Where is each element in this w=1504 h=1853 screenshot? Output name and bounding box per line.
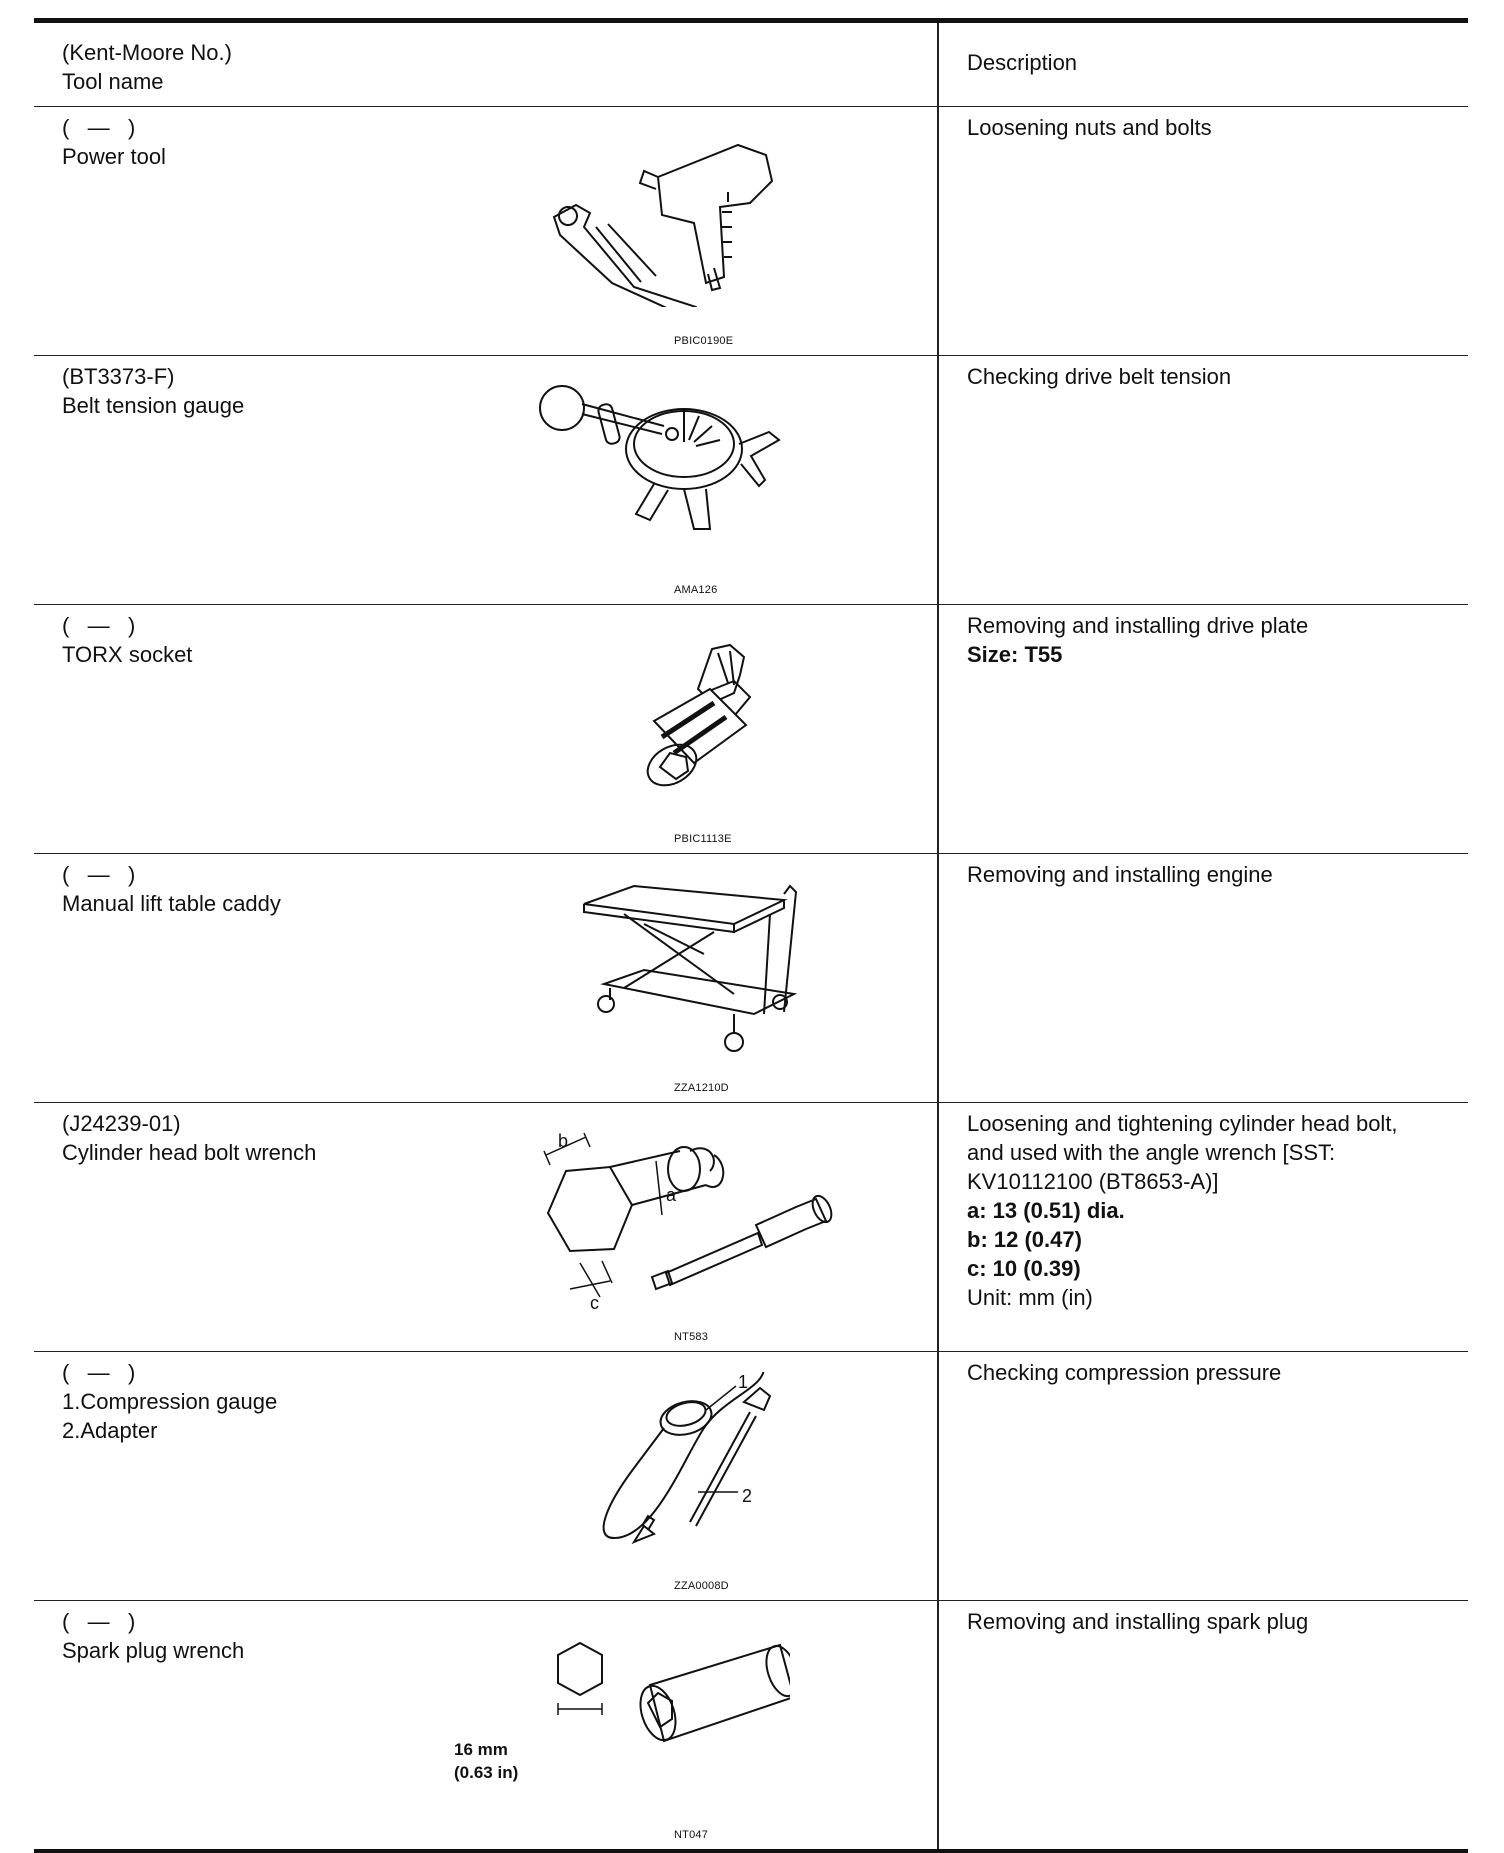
lift-table-illustration [574, 884, 814, 1064]
table-row [34, 1601, 1468, 1852]
table-row [34, 1103, 1468, 1352]
tool-name-heading: Tool name [62, 69, 164, 94]
dimension-a-label: a [666, 1185, 677, 1205]
hex-size-in: (0.63 in) [454, 1763, 519, 1782]
description-cell [938, 356, 1468, 605]
spark-plug-wrench-illustration [550, 1637, 790, 1767]
tool-cell [34, 1601, 938, 1852]
tool-name: Power tool [62, 144, 166, 169]
compression-gauge-illustration [594, 1372, 814, 1562]
table-row [34, 107, 1468, 356]
description-cell [938, 854, 1468, 1103]
tool-name: 1.Compression gauge [62, 1389, 278, 1414]
table-row [34, 356, 1468, 605]
description-line: Removing and installing engine [967, 862, 1273, 887]
unit-note: Unit: mm (in) [967, 1285, 1093, 1310]
belt-tension-gauge-illustration [534, 374, 794, 549]
size-spec: Size: T55 [967, 642, 1063, 667]
special-tools-sheet [34, 18, 1468, 1853]
figure-code: ZZA0008D [674, 1580, 729, 1592]
description-line: KV10112100 (BT8653-A)] [967, 1169, 1219, 1194]
callout-1-label: 1 [738, 1372, 749, 1392]
tool-cell [34, 356, 938, 605]
description-cell [938, 107, 1468, 356]
figure-code: PBIC0190E [674, 335, 734, 347]
tool-cell [34, 854, 938, 1103]
tool-name: Belt tension gauge [62, 393, 245, 418]
torx-socket-illustration [634, 641, 774, 801]
dimension-b-spec: b: 12 (0.47) [967, 1227, 1082, 1252]
figure-code: AMA126 [674, 584, 718, 596]
figure-code: ZZA1210D [674, 1082, 729, 1094]
power-tool-illustration [546, 132, 776, 307]
tool-number: ( — ) [62, 115, 136, 140]
description-cell [938, 1601, 1468, 1852]
table-row [34, 854, 1468, 1103]
description-line: Loosening and tightening cylinder head bolt, [967, 1111, 1398, 1136]
tool-number: (J24239-01) [62, 1111, 181, 1136]
tool-name: Spark plug wrench [62, 1638, 245, 1663]
tool-cell [34, 1352, 938, 1601]
tool-number: ( — ) [62, 1360, 136, 1385]
description-heading: Description [967, 50, 1078, 75]
description-line: Removing and installing drive plate [967, 613, 1309, 638]
tool-column-header [34, 21, 938, 107]
dimension-c-label: c [590, 1293, 599, 1313]
figure-code: NT047 [674, 1829, 709, 1841]
figure-code: PBIC1113E [674, 833, 732, 845]
tool-cell [34, 107, 938, 356]
tool-name: Manual lift table caddy [62, 891, 281, 916]
hex-size-mm: 16 mm [454, 1740, 508, 1759]
kent-moore-no-heading: (Kent-Moore No.) [62, 40, 232, 65]
tool-cell [34, 1103, 938, 1352]
tool-number: (BT3373-F) [62, 364, 175, 389]
description-line: and used with the angle wrench [SST: [967, 1140, 1336, 1165]
table-row [34, 1352, 1468, 1601]
tool-number: ( — ) [62, 862, 136, 887]
tool-name: 2.Adapter [62, 1418, 158, 1443]
figure-code: NT583 [674, 1331, 709, 1343]
description-line: Removing and installing spark plug [967, 1609, 1309, 1634]
description-line: Loosening nuts and bolts [967, 115, 1212, 140]
description-line: Checking compression pressure [967, 1360, 1282, 1385]
tool-number: ( — ) [62, 1609, 136, 1634]
callout-2-label: 2 [742, 1486, 753, 1506]
description-line: Checking drive belt tension [967, 364, 1232, 389]
dimension-b-label: b [558, 1131, 569, 1151]
table-header-row [34, 21, 1468, 107]
tool-name: Cylinder head bolt wrench [62, 1140, 317, 1165]
tool-number: ( — ) [62, 613, 136, 638]
description-column-header [938, 21, 1468, 107]
dimension-a-spec: a: 13 (0.51) dia. [967, 1198, 1125, 1223]
table-row [34, 605, 1468, 854]
description-cell [938, 1352, 1468, 1601]
special-tools-table [34, 18, 1468, 1853]
tool-cell [34, 605, 938, 854]
cylinder-head-bolt-wrench-illustration [530, 1113, 860, 1318]
description-cell [938, 605, 1468, 854]
dimension-c-spec: c: 10 (0.39) [967, 1256, 1081, 1281]
description-cell [938, 1103, 1468, 1352]
tool-name: TORX socket [62, 642, 193, 667]
